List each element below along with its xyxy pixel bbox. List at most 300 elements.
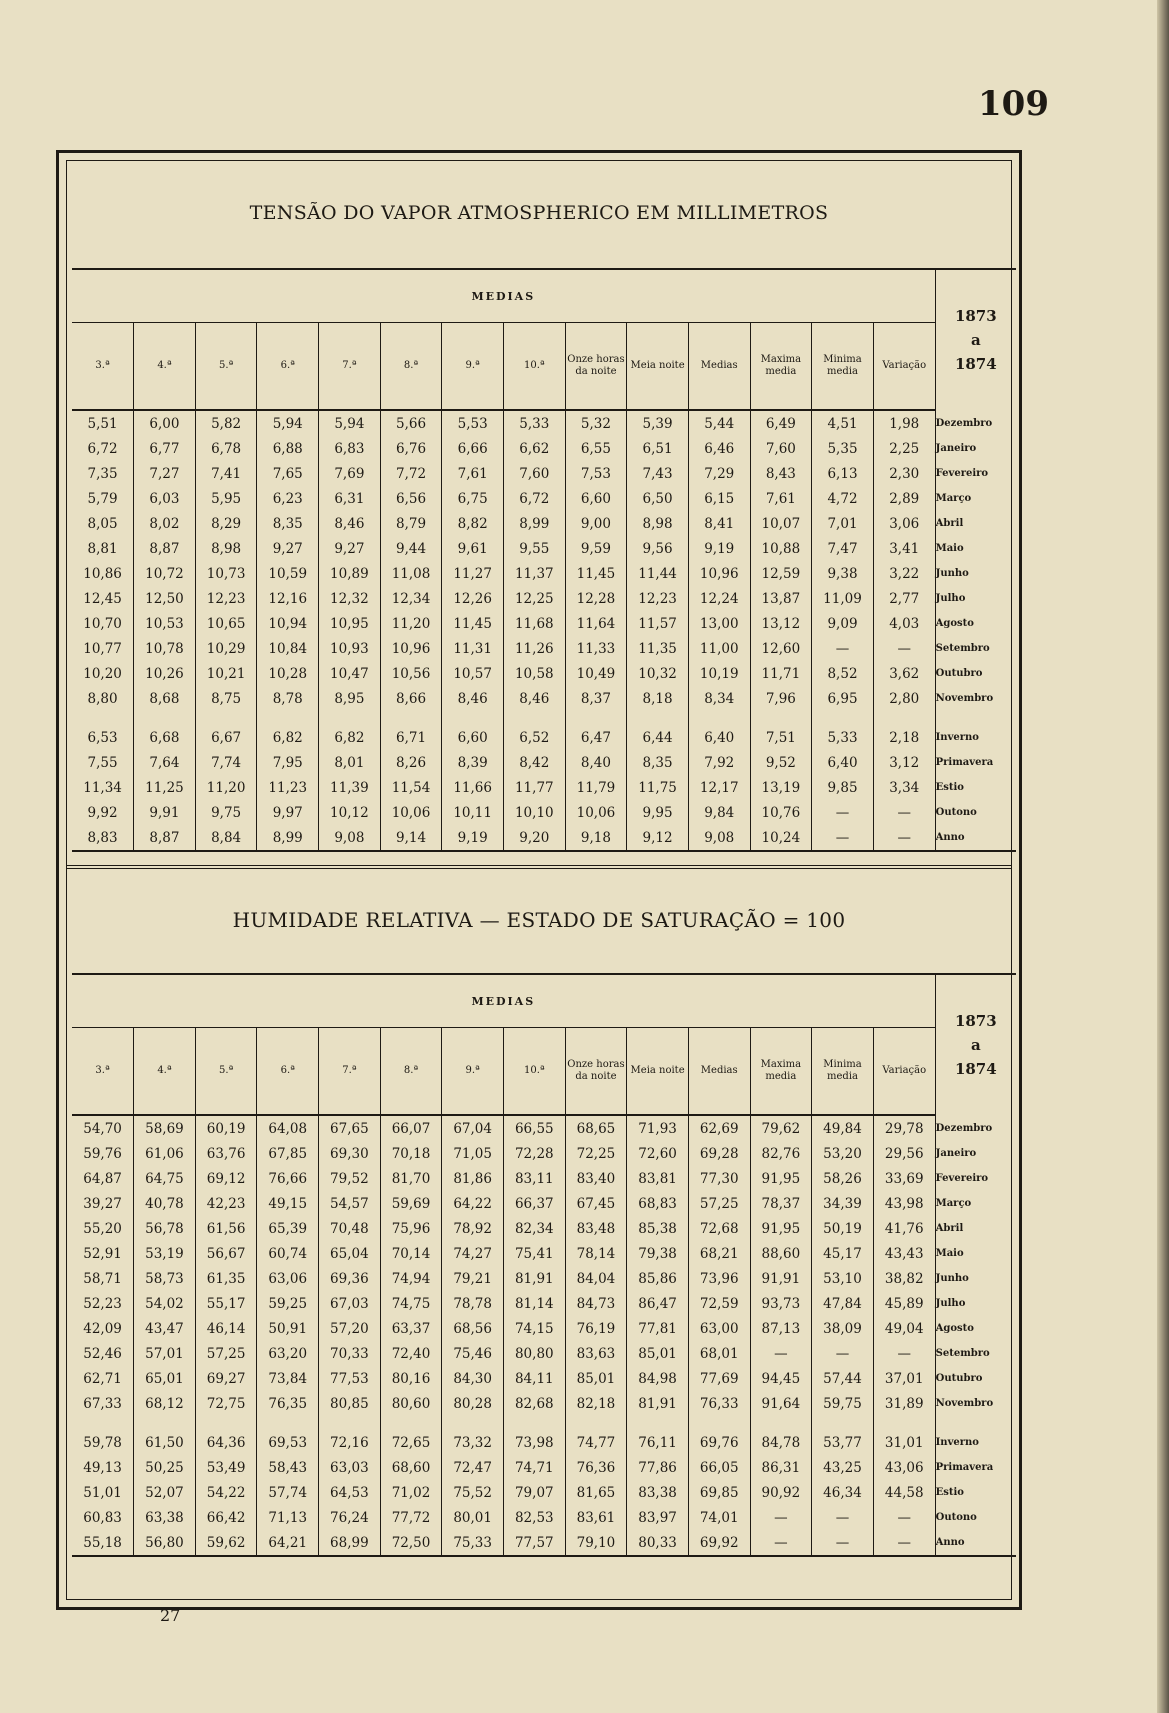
data-cell: 66,37 — [503, 1191, 565, 1216]
data-cell: 10,19 — [688, 661, 750, 686]
data-cell: 50,19 — [812, 1216, 874, 1241]
header-group-row — [72, 269, 1016, 323]
data-cell: 4,03 — [873, 611, 935, 636]
data-cell: 3,22 — [873, 561, 935, 586]
row-label: Primavera — [935, 750, 1016, 775]
data-cell: 7,27 — [134, 461, 196, 486]
row-label: Estio — [935, 775, 1016, 800]
data-cell: 10,24 — [750, 825, 812, 851]
row-label: Dezembro — [935, 410, 1016, 436]
data-cell: 10,86 — [83, 565, 122, 582]
data-cell: 65,39 — [257, 1216, 319, 1241]
data-cell: 6,88 — [257, 436, 319, 461]
data-cell: 9,61 — [442, 536, 504, 561]
row-label: Janeiro — [935, 1141, 1016, 1166]
data-cell: 8,18 — [627, 686, 689, 711]
data-cell: 6,62 — [503, 436, 565, 461]
year-line: a — [970, 331, 981, 349]
data-cell: 67,85 — [257, 1141, 319, 1166]
year-line: a — [970, 1036, 981, 1054]
data-cell: 12,32 — [319, 586, 381, 611]
data-cell: 74,71 — [503, 1455, 565, 1480]
data-cell: 6,00 — [134, 410, 196, 436]
data-cell: 6,75 — [442, 486, 504, 511]
data-cell: 57,25 — [688, 1191, 750, 1216]
data-cell: 56,80 — [134, 1530, 196, 1556]
row-label: Agosto — [935, 1316, 1016, 1341]
data-cell: 80,28 — [442, 1391, 504, 1416]
data-cell: — — [873, 636, 935, 661]
data-cell: 9,09 — [812, 611, 874, 636]
row-label: Inverno — [935, 1430, 1016, 1455]
data-cell: 57,01 — [134, 1341, 196, 1366]
column-header: Medias — [688, 323, 750, 411]
data-cell: 7,96 — [750, 686, 812, 711]
data-cell: 80,60 — [380, 1391, 442, 1416]
data-cell: 11,26 — [503, 636, 565, 661]
data-cell: 10,11 — [442, 800, 504, 825]
data-cell: 8,39 — [442, 750, 504, 775]
data-cell: — — [750, 1341, 812, 1366]
data-cell: 10,28 — [257, 661, 319, 686]
data-cell: 8,82 — [442, 511, 504, 536]
data-cell: 31,89 — [873, 1391, 935, 1416]
column-header: Meia noite — [627, 1028, 689, 1116]
data-cell: 8,34 — [688, 686, 750, 711]
data-cell: 82,18 — [565, 1391, 627, 1416]
data-cell: 6,47 — [565, 725, 627, 750]
column-header-row — [72, 323, 1016, 411]
data-cell: 2,77 — [873, 586, 935, 611]
data-cell: 80,01 — [442, 1505, 504, 1530]
data-cell: 72,65 — [380, 1430, 442, 1455]
data-cell: 8,68 — [134, 686, 196, 711]
data-cell: 49,04 — [873, 1316, 935, 1341]
data-cell: 8,87 — [134, 825, 196, 851]
data-cell: 38,82 — [873, 1266, 935, 1291]
vapor-tension-table — [72, 268, 1016, 852]
data-cell: 70,18 — [380, 1141, 442, 1166]
data-cell: 64,08 — [257, 1115, 319, 1141]
year-range-header — [935, 974, 1016, 1115]
data-cell: 72,28 — [503, 1141, 565, 1166]
data-cell: 12,24 — [688, 586, 750, 611]
data-cell: 72,75 — [195, 1391, 257, 1416]
data-cell: 9,19 — [688, 536, 750, 561]
data-cell: 11,75 — [627, 775, 689, 800]
data-cell: 8,83 — [72, 825, 134, 851]
data-cell: 7,64 — [134, 750, 196, 775]
data-cell: 2,30 — [873, 461, 935, 486]
data-cell: 10,06 — [565, 800, 627, 825]
data-cell: 77,86 — [627, 1455, 689, 1480]
data-cell: 5,32 — [565, 410, 627, 436]
data-cell: 84,30 — [442, 1366, 504, 1391]
data-cell: — — [812, 825, 874, 851]
data-cell: 7,60 — [503, 461, 565, 486]
data-cell: 7,35 — [87, 465, 118, 482]
data-cell: 72,68 — [688, 1216, 750, 1241]
data-cell: 79,52 — [319, 1166, 381, 1191]
data-cell: 8,35 — [257, 511, 319, 536]
data-cell: 11,66 — [442, 775, 504, 800]
data-cell: 69,27 — [195, 1366, 257, 1391]
data-cell: 8,87 — [134, 536, 196, 561]
data-cell: 8,46 — [442, 686, 504, 711]
data-cell: 58,73 — [134, 1266, 196, 1291]
data-cell: 9,75 — [195, 800, 257, 825]
data-cell: 66,05 — [688, 1455, 750, 1480]
table-row — [72, 1166, 1016, 1191]
table-row — [72, 1241, 1016, 1266]
data-cell: 8,37 — [565, 686, 627, 711]
data-cell: 39,27 — [83, 1195, 122, 1212]
data-cell: 68,21 — [688, 1241, 750, 1266]
data-cell: 57,74 — [257, 1480, 319, 1505]
column-header-row — [72, 1028, 1016, 1116]
data-cell: 59,25 — [257, 1291, 319, 1316]
data-cell: — — [873, 1341, 935, 1366]
row-label: Anno — [935, 825, 1016, 851]
table-row — [72, 1266, 1016, 1291]
data-cell: 7,01 — [812, 511, 874, 536]
data-cell: 29,78 — [873, 1115, 935, 1141]
data-cell: — — [812, 1530, 874, 1556]
data-cell: 59,76 — [83, 1145, 122, 1162]
data-cell: 76,33 — [688, 1391, 750, 1416]
vapor-tension-title: TENSÃO DO VAPOR ATMOSPHERICO EM MILLIMETROS — [249, 202, 829, 224]
data-cell: 71,05 — [442, 1141, 504, 1166]
data-cell: 74,27 — [442, 1241, 504, 1266]
column-header: Onze horas da noite — [565, 1028, 627, 1116]
data-cell: 5,94 — [319, 410, 381, 436]
table-row — [72, 825, 1016, 851]
data-cell: 5,51 — [87, 415, 118, 432]
data-cell: 72,47 — [442, 1455, 504, 1480]
data-cell: 76,24 — [319, 1505, 381, 1530]
data-cell: 68,56 — [442, 1316, 504, 1341]
data-cell: 7,69 — [319, 461, 381, 486]
data-cell: 70,14 — [380, 1241, 442, 1266]
year-line: 1874 — [954, 355, 997, 373]
data-cell: 71,02 — [380, 1480, 442, 1505]
data-cell: 43,43 — [873, 1241, 935, 1266]
data-cell: 75,33 — [442, 1530, 504, 1556]
data-cell: 66,55 — [503, 1115, 565, 1141]
table-row — [72, 636, 1016, 661]
data-cell: 7,47 — [812, 536, 874, 561]
data-cell: 63,37 — [380, 1316, 442, 1341]
column-header: Onze horas da noite — [565, 323, 627, 411]
data-cell: 43,47 — [134, 1316, 196, 1341]
data-cell: 10,65 — [195, 611, 257, 636]
data-cell: 8,35 — [627, 750, 689, 775]
data-cell: 69,76 — [688, 1430, 750, 1455]
data-cell: 53,19 — [134, 1241, 196, 1266]
data-cell: 69,28 — [688, 1141, 750, 1166]
column-header: 7.ª — [319, 1028, 381, 1116]
data-cell: 10,76 — [750, 800, 812, 825]
data-cell: 9,27 — [319, 536, 381, 561]
data-cell: 54,02 — [134, 1291, 196, 1316]
data-cell: — — [750, 1530, 812, 1556]
data-cell: 38,09 — [812, 1316, 874, 1341]
data-cell: 7,43 — [627, 461, 689, 486]
data-cell: 11,27 — [442, 561, 504, 586]
data-cell: 58,69 — [134, 1115, 196, 1141]
data-cell: 10,89 — [319, 561, 381, 586]
data-cell: 12,16 — [257, 586, 319, 611]
data-cell: 72,16 — [319, 1430, 381, 1455]
data-cell: 77,72 — [380, 1505, 442, 1530]
data-cell: 10,29 — [195, 636, 257, 661]
data-cell: 68,60 — [380, 1455, 442, 1480]
data-cell: 31,01 — [873, 1430, 935, 1455]
data-cell: 9,18 — [565, 825, 627, 851]
data-cell: 8,81 — [87, 540, 118, 557]
data-cell: 58,43 — [257, 1455, 319, 1480]
data-cell: 12,45 — [83, 590, 122, 607]
data-cell: 11,34 — [83, 779, 122, 796]
data-cell: 10,88 — [750, 536, 812, 561]
data-cell: 86,47 — [627, 1291, 689, 1316]
data-cell: 42,23 — [195, 1191, 257, 1216]
data-cell: 6,49 — [750, 410, 812, 436]
data-cell: 83,48 — [565, 1216, 627, 1241]
data-cell: 81,70 — [380, 1166, 442, 1191]
data-cell: 63,03 — [319, 1455, 381, 1480]
data-cell: 9,84 — [688, 800, 750, 825]
row-label: Fevereiro — [935, 1166, 1016, 1191]
data-cell: 6,03 — [134, 486, 196, 511]
year-line: 1873 — [954, 307, 997, 325]
data-cell: 77,30 — [688, 1166, 750, 1191]
data-cell: 7,41 — [195, 461, 257, 486]
data-cell: 3,62 — [873, 661, 935, 686]
row-label: Maio — [935, 536, 1016, 561]
table-row — [72, 1391, 1016, 1416]
column-header: Maxima media — [750, 1028, 812, 1116]
table-row — [72, 1455, 1016, 1480]
data-cell: 8,99 — [257, 825, 319, 851]
data-cell: 10,26 — [134, 661, 196, 686]
data-cell: 63,00 — [688, 1316, 750, 1341]
data-cell: 66,07 — [380, 1115, 442, 1141]
data-cell: 8,52 — [812, 661, 874, 686]
data-cell: 50,91 — [257, 1316, 319, 1341]
data-cell: 80,80 — [503, 1341, 565, 1366]
data-cell: 10,47 — [319, 661, 381, 686]
data-cell: 74,15 — [503, 1316, 565, 1341]
data-cell: 7,65 — [257, 461, 319, 486]
section-divider — [66, 865, 1012, 869]
data-cell: 74,77 — [565, 1430, 627, 1455]
data-cell: 10,12 — [319, 800, 381, 825]
data-cell: 10,77 — [83, 640, 122, 657]
data-cell: 65,01 — [134, 1366, 196, 1391]
table-row — [72, 586, 1016, 611]
row-label: Agosto — [935, 611, 1016, 636]
data-cell: 10,70 — [83, 615, 122, 632]
data-cell: 3,41 — [873, 536, 935, 561]
data-cell: 76,11 — [627, 1430, 689, 1455]
data-cell: 10,73 — [195, 561, 257, 586]
data-cell: 78,78 — [442, 1291, 504, 1316]
column-header: Minima media — [812, 323, 874, 411]
table-row — [72, 1141, 1016, 1166]
data-cell: 81,91 — [503, 1266, 565, 1291]
data-cell: 67,33 — [83, 1395, 122, 1412]
data-cell: 75,46 — [442, 1341, 504, 1366]
data-cell: 9,56 — [627, 536, 689, 561]
data-cell: 50,25 — [134, 1455, 196, 1480]
data-cell: 9,44 — [380, 536, 442, 561]
data-cell: 9,91 — [134, 800, 196, 825]
table-row — [72, 1216, 1016, 1241]
data-cell: 41,76 — [873, 1216, 935, 1241]
data-cell: 76,35 — [257, 1391, 319, 1416]
data-cell: 64,75 — [134, 1166, 196, 1191]
data-cell: 88,60 — [750, 1241, 812, 1266]
table-row — [72, 775, 1016, 800]
data-cell: 69,92 — [688, 1530, 750, 1556]
data-cell: 12,34 — [380, 586, 442, 611]
data-cell: 82,53 — [503, 1505, 565, 1530]
data-cell: 42,09 — [83, 1320, 122, 1337]
data-cell: 8,80 — [87, 690, 118, 707]
data-cell: 57,44 — [812, 1366, 874, 1391]
row-label: Abril — [935, 511, 1016, 536]
data-cell: 11,68 — [503, 611, 565, 636]
data-cell: — — [812, 1505, 874, 1530]
data-cell: 59,75 — [812, 1391, 874, 1416]
row-label: Outono — [935, 800, 1016, 825]
data-cell: 49,84 — [812, 1115, 874, 1141]
table-row — [72, 1291, 1016, 1316]
data-cell: 8,98 — [195, 536, 257, 561]
data-cell: 81,14 — [503, 1291, 565, 1316]
data-cell: 13,19 — [750, 775, 812, 800]
data-cell: 9,95 — [627, 800, 689, 825]
data-cell: 6,31 — [319, 486, 381, 511]
data-cell: 11,45 — [565, 561, 627, 586]
column-header: 5.ª — [195, 323, 257, 411]
data-cell: 11,45 — [442, 611, 504, 636]
data-cell: 9,08 — [688, 825, 750, 851]
data-cell: 43,98 — [873, 1191, 935, 1216]
data-cell: 82,76 — [750, 1141, 812, 1166]
data-cell: 6,77 — [134, 436, 196, 461]
data-cell: 74,94 — [380, 1266, 442, 1291]
data-cell: 7,29 — [688, 461, 750, 486]
row-label: Primavera — [935, 1455, 1016, 1480]
data-cell: 9,19 — [442, 825, 504, 851]
data-cell: 85,01 — [565, 1366, 627, 1391]
data-cell: 4,72 — [812, 486, 874, 511]
data-cell: 81,86 — [442, 1166, 504, 1191]
data-cell: 6,50 — [627, 486, 689, 511]
data-cell: 61,50 — [134, 1430, 196, 1455]
data-cell: 7,61 — [442, 461, 504, 486]
data-cell: 11,23 — [257, 775, 319, 800]
column-header: Medias — [688, 1028, 750, 1116]
data-cell: 6,78 — [195, 436, 257, 461]
data-cell: 60,83 — [83, 1509, 122, 1526]
data-cell: 12,59 — [750, 561, 812, 586]
data-cell: 6,23 — [257, 486, 319, 511]
table-row — [72, 1341, 1016, 1366]
data-cell: 9,20 — [503, 825, 565, 851]
data-cell: 7,51 — [750, 725, 812, 750]
data-cell: 79,38 — [627, 1241, 689, 1266]
column-header: 10.ª — [503, 323, 565, 411]
data-cell: 69,85 — [688, 1480, 750, 1505]
data-cell: 11,35 — [627, 636, 689, 661]
table-row — [72, 436, 1016, 461]
data-cell: 8,41 — [688, 511, 750, 536]
data-cell: 11,44 — [627, 561, 689, 586]
data-cell: 6,71 — [380, 725, 442, 750]
data-cell: 70,33 — [319, 1341, 381, 1366]
data-cell: 84,98 — [627, 1366, 689, 1391]
data-cell: 81,65 — [565, 1480, 627, 1505]
data-cell: 76,36 — [565, 1455, 627, 1480]
data-cell: 82,68 — [503, 1391, 565, 1416]
data-cell: 9,52 — [750, 750, 812, 775]
data-cell: — — [812, 800, 874, 825]
data-cell: 10,84 — [257, 636, 319, 661]
data-cell: 9,55 — [503, 536, 565, 561]
data-cell: 6,46 — [688, 436, 750, 461]
data-cell: 11,57 — [627, 611, 689, 636]
data-cell: 12,17 — [688, 775, 750, 800]
data-cell: 11,20 — [195, 775, 257, 800]
row-label: Junho — [935, 1266, 1016, 1291]
table-row — [72, 561, 1016, 586]
data-cell: 53,49 — [195, 1455, 257, 1480]
data-cell: 80,16 — [380, 1366, 442, 1391]
row-gap — [72, 1416, 1016, 1430]
column-header: 9.ª — [442, 323, 504, 411]
data-cell: 63,76 — [195, 1141, 257, 1166]
data-cell: 85,86 — [627, 1266, 689, 1291]
year-line: 1873 — [954, 1012, 997, 1030]
data-cell: 78,14 — [565, 1241, 627, 1266]
data-cell: 7,72 — [380, 461, 442, 486]
data-cell: 6,76 — [380, 436, 442, 461]
data-cell: 11,00 — [688, 636, 750, 661]
data-cell: 65,04 — [319, 1241, 381, 1266]
data-cell: 9,38 — [812, 561, 874, 586]
data-cell: 68,65 — [565, 1115, 627, 1141]
page-edge-shadow — [1157, 0, 1169, 1713]
table-row — [72, 686, 1016, 711]
data-cell: 76,66 — [257, 1166, 319, 1191]
data-cell: 77,57 — [503, 1530, 565, 1556]
data-cell: 5,53 — [442, 410, 504, 436]
row-label: Novembro — [935, 686, 1016, 711]
table-row — [72, 1316, 1016, 1341]
data-cell: 76,19 — [565, 1316, 627, 1341]
data-cell: 8,79 — [380, 511, 442, 536]
year-range-header — [935, 269, 1016, 410]
data-cell: 72,60 — [627, 1141, 689, 1166]
table-row — [72, 1366, 1016, 1391]
column-header: 4.ª — [134, 323, 196, 411]
data-cell: 11,20 — [380, 611, 442, 636]
data-cell: 56,67 — [195, 1241, 257, 1266]
data-cell: 10,93 — [319, 636, 381, 661]
